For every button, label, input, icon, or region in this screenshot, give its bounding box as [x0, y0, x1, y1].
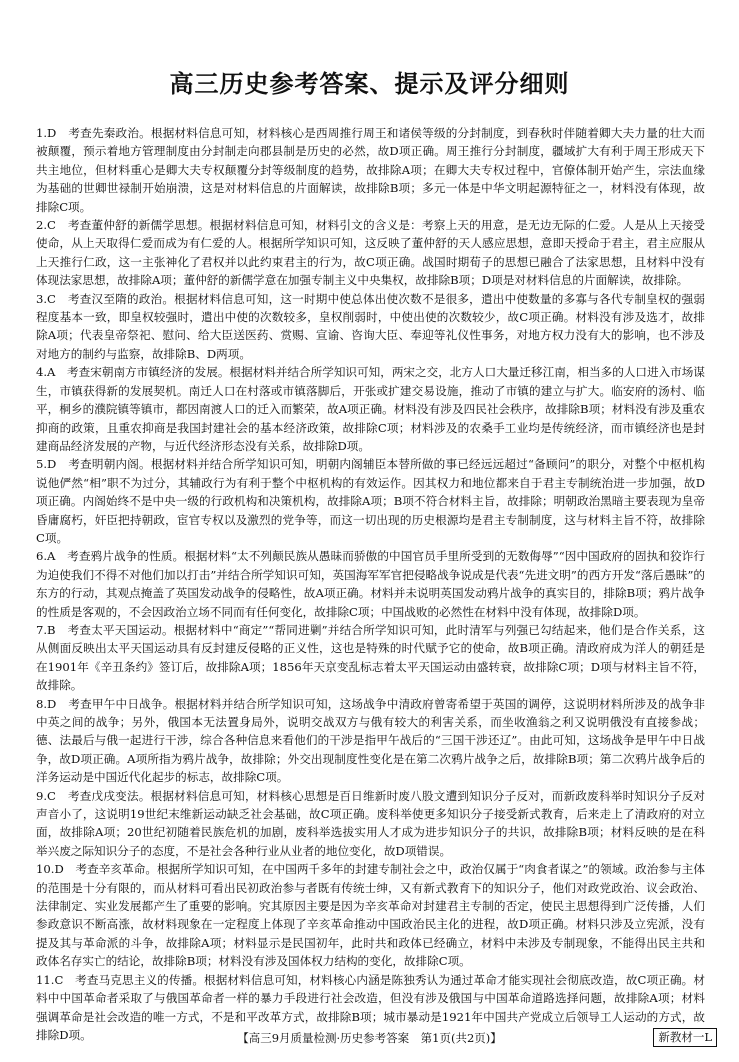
answer-number: 11.C — [36, 972, 64, 987]
answer-text: 考查辛亥革命。根据所学知识可知，在中国两千多年的封建专制社会之中，政治仅属于“肉食者谋之”的领域。政治参与主体的范围是十分有限的，而从材料可看出民初政治参与者既有传统士绅，又有新式教育下的知识分子，他们对政党政治、议会政治、法律制定、实业发展都产生了重要的影响。究其原因主要是因为辛亥革命对封建君主专制的否定，使民主思想得到广泛传播，人们参政意识不断高涨，故材料现象在一定程度上体现了辛亥革命推动中国政治民主化的进程，故D项正确。材料只涉及立宪派，没有提及其与革命派的斗争，故排除A项；材料显示是民国初年，此时共和政体已经确立，材料中未涉及专制现象，不能得出民主共和政体名存实亡的结论，故排除B项；材料没有涉及国体权力结构的变化，故排除C项。 — [36, 862, 705, 969]
answer-item — [36, 124, 705, 216]
answer-text: 考查戊戌变法。根据材料信息可知，材料核心思想是百日维新时废八股文遭到知识分子反对，而新政废科举时知识分子反对声音小了，这说明19世纪末维新运动缺乏社会基础，故C项正确。废科举使更多知识分子接受新式教育，后来走上了清政府的对立面，故排除A项；20世纪初随着民族危机的加剧，废科举选拔实用人才成为进步知识分子的共识，故排除B项；材料反映的是在科举兴废之际知识分子的态度，不是社会各种行业从业者的地位变化，故D项错误。 — [36, 788, 705, 858]
answer-number: 7.B — [36, 622, 56, 637]
answer-text: 考查汉至隋的政治。根据材料信息可知，这一时期中使总体出使次数不是很多，遣出中使数量的多寡与各代专制皇权的强弱程度基本一致，即皇权较强时，遣出中使的次数较多，皇权削弱时，中使出使的次数较少，故C项正确。材料没有涉及选才，故排除A项；代表皇帝祭祀、慰问、给大臣送医药、赏赐、宣谕、咨询大臣、奉迎等礼仪性事务，对地方权力没有大的影响，也不涉及对地方的制约与监察，故排除B、D两项。 — [36, 291, 705, 361]
answer-item — [36, 547, 705, 621]
answer-number: 2.C — [36, 218, 56, 233]
answer-item — [36, 621, 705, 695]
answer-number: 3.C — [36, 291, 56, 306]
page-title: 高三历史参考答案、提示及评分细则 — [169, 70, 570, 98]
answer-item — [36, 787, 705, 861]
answer-item — [36, 290, 705, 364]
answer-item — [36, 455, 705, 547]
answers-list — [36, 124, 705, 1044]
answer-item — [36, 860, 705, 970]
answer-text: 考查甲午中日战争。根据材料并结合所学知识可知，这场战争中清政府曾寄希望于英国的调停，这说明材料所涉及的战争非中英之间的战争；另外，俄国本无法置身局外，说明交战双方与俄有较大的利害关系，而坐收渔翁之利又说明俄没有直接参战；德、法最后与俄一起进行干涉，综合各种信息来看他们的干涉是指甲午战后的“三国干涉还辽”。由此可知，这场战争是甲午中日战争，故D项正确。A项所指为鸦片战争，故排除；外交出现制度性变化是在第二次鸦片战争之后，故排除B项；第二次鸦片战争后的洋务运动是中国近代化起步的标志，故排除C项。 — [36, 696, 705, 785]
answer-number: 6.A — [36, 549, 56, 564]
answer-text: 考查太平天国运动。根据材料中“商定”“帮同进剿”并结合所学知识可知，此时清军与列强已勾结起来，他们是合作关系，这从侧面反映出太平天国运动具有反封建反侵略的正义性，这也是特殊的时代赋予它的使命，故B项正确。清政府成为洋人的朝廷是在1901年《辛丑条约》签订后，故排除A项；1856年天京变乱标志着太平天国运动由盛转衰，故排除C项；D项与材料主旨不符，故排除。 — [36, 622, 705, 693]
answer-item — [36, 695, 705, 787]
answer-number: 9.C — [36, 788, 56, 803]
edition-tag: 新教材一L — [653, 1028, 717, 1047]
answer-item — [36, 216, 705, 290]
answer-item — [36, 363, 705, 455]
page-footer: 【高三9月质量检测·历史参考答案 第1页(共2页)】 — [237, 1031, 502, 1045]
answer-number: 8.D — [36, 696, 57, 711]
answer-number: 10.D — [36, 862, 64, 877]
answer-number: 1.D — [36, 126, 57, 140]
answer-text: 考查先秦政治。根据材料信息可知，材料核心是西周推行周王和诸侯等级的分封制度，到春秋时伴随着卿大夫力量的壮大而被颠覆，预示着地方管理制度由分封制走向郡县制是历史的必然，故D项正确。周王推行分封制度，疆域扩大有利于周王形成天下共主地位，但材料重心是卿大夫专权颠覆分封等级制度的趋势，故排除A项；在卿大夫专权过程中，官僚体制开始产生，宗法血缘为基础的世卿世禄制开始崩溃，这是对材料信息的片面解读，故排除B项；多元一体是中华文明起源特征之一，材料没有体现，故排除C项。 — [36, 126, 705, 214]
answer-text: 考查明朝内阁。根据材料并结合所学知识可知，明朝内阁辅臣本替所做的事已经远远超过“备顾问”的职分，对整个中枢机构说他俨然“相”职不为过分，其辅政行为有利于整个中枢机构的有效运作。因其权力和地位都来自于君主专制统治进一步加强，故D项正确。内阁始终不是中央一级的行政机构和决策机构，故排除A项；B项不符合材料主旨，故排除；明朝政治黑暗主要表现为皇帝昏庸腐朽，奸臣把持朝政，宦官专权以及激烈的党争等，而这一切出现的历史根源均是君主专制制度，这与材料主旨不符，故排除C项。 — [36, 457, 705, 545]
answer-text: 考查马克思主义的传播。根据材料信息可知，材料核心内涵是陈独秀认为通过革命才能实现社会彻底改造，故C项正确。材料中中国革命者采取了与俄国革命者一样的暴力手段进行社会改造，但没有涉及俄国与中国革命道路选择问题，故排除A项；材料强调革命是社会改造的唯一方式，不是和平改革方式，故排除B项；城市暴动是1921年中国共产党成立后领导工人运动的方式，故排除D项。 — [36, 972, 705, 1042]
answer-number: 4.A — [36, 365, 56, 380]
answer-text: 考查宋朝南方市镇经济的发展。根据材料并结合所学知识可知，两宋之交，北方人口大量迁移江南，相当多的人口进入市场谋生，市镇获得新的发展契机。南迁人口在村落或市镇落脚后，开张或扩建交易设施，推动了市镇的建立与扩大。临安府的汤村、临平，桐乡的濮院镇等镇市，都因南渡人口的迁入而繁荣，故A项正确。材料没有涉及四民社会秩序，故排除B项；材料没有涉及重农抑商的政策，且重农抑商是我国封建社会的基本经济政策，故排除C项；材料涉及的农桑手工业均是传统经济，而市镇经济也是封建商品经济发展的产物，与近代经济形态没有关系，故排除D项。 — [36, 365, 705, 453]
answer-text: 考查董仲舒的新儒学思想。根据材料信息可知，材料引文的含义是：考察上天的用意，是无边无际的仁爱。人是从上天接受使命，从上天取得仁爱而成为有仁爱的人。根据所学知识可知，这反映了董仲舒的天人感应思想，意即天授命于君主，君主应服从上天推行仁政，这一主张神化了君权并以此约束君主的行为，故C项正确。战国时期荀子的思想已融合了法家思想，且材料中没有体现法家思想，故排除A项；董仲舒的新儒学意在加强专制主义中央集权，故排除B项；D项是对材料信息的片面解读，故排除。 — [36, 218, 705, 288]
answer-text: 考查鸦片战争的性质。根据材料“太不列颠民族从愚昧而骄傲的中国官员手里所受到的无数侮辱”“因中国政府的固执和狡诈行为迫使我们不得不对他们加以打击”并结合所学知识可知，英国海军军官把侵略战争说成是代表“先进文明”的西方开发“落后愚昧”的东方的行动，其观点掩盖了英国发动战争的侵略性，故A项正确。材料并未说明英国发动鸦片战争的真实目的，排除B项；鸦片战争的性质是客观的，不会因政治立场不同而有任何变化，故排除C项；中国战败的必然性在材料中没有体现，故排除D项。 — [36, 549, 705, 619]
answer-number: 5.D — [36, 457, 57, 472]
